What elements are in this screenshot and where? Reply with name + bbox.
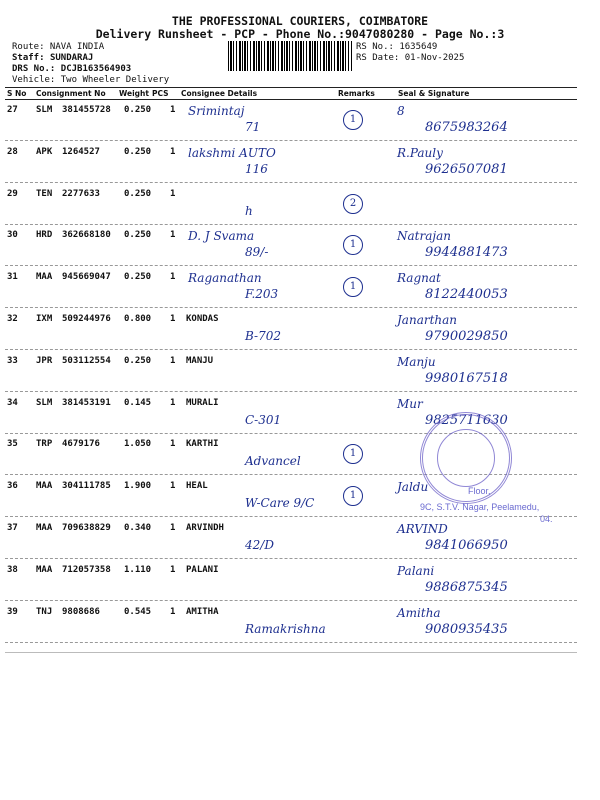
weight-cell: 0.340: [124, 523, 152, 533]
handwritten-phone: 9790029850: [425, 329, 508, 344]
weight-cell: 0.250: [124, 188, 152, 199]
table-row: [5, 267, 577, 308]
handwritten-phone: 9944881473: [425, 245, 508, 261]
sno-cell: 29: [7, 188, 18, 199]
drs-info: [12, 64, 131, 74]
handwritten-signature: Jaldu: [397, 480, 429, 495]
col-pcs: PCS: [152, 89, 169, 98]
pcs-cell: 1: [170, 564, 176, 575]
consignment-code: TNJ: [36, 606, 53, 617]
table-row: [5, 560, 577, 601]
consignment-code: APK: [36, 146, 53, 157]
pcs-cell: 1: [170, 523, 176, 533]
staff-value: SUNDARAJ: [49, 53, 94, 63]
remark-circle: 1: [343, 110, 363, 130]
table-row: [5, 225, 577, 266]
consignee-printed-name: KONDAS: [186, 314, 219, 324]
consignment-number: 1264527: [62, 146, 100, 157]
pcs-cell: 1: [170, 439, 176, 450]
col-weight: Weight: [119, 89, 149, 98]
pcs-cell: 1: [170, 105, 176, 115]
consignment-number: 362668180: [62, 230, 111, 241]
sno-cell: 35: [7, 439, 18, 450]
weight-cell: 0.250: [124, 230, 152, 241]
handwritten-address: 42/D: [245, 538, 274, 552]
consignee-printed-name: KARTHI: [186, 439, 219, 450]
consignee-printed-name: MURALI: [186, 397, 219, 408]
pcs-cell: 1: [170, 397, 176, 408]
sno-cell: 36: [7, 481, 18, 492]
runsheet-subtitle: Delivery Runsheet - PCP - Phone No.:9047080280 - Page No.:3: [95, 27, 505, 41]
remark-circle: 1: [343, 277, 363, 297]
handwritten-phone: 9886875345: [425, 579, 508, 595]
consignment-code: HRD: [36, 230, 53, 241]
col-consignee: Consignee Details: [181, 89, 258, 98]
handwritten-address: F.203: [245, 287, 279, 302]
handwritten-signature: Natrajan: [397, 229, 451, 244]
header-rule-top: [5, 87, 577, 88]
sno-cell: 32: [7, 314, 18, 324]
consignment-number: 709638829: [62, 523, 111, 533]
handwritten-signature: Manju: [397, 354, 436, 369]
handwritten-consignee: Raganathan: [188, 271, 262, 286]
rs-date: RS Date: 01-Nov-2025: [356, 53, 465, 63]
weight-cell: 1.900: [124, 481, 152, 492]
consignment-number: 304111785: [62, 481, 111, 492]
drs-label: DRS No.:: [12, 64, 56, 74]
pcs-cell: 1: [170, 314, 176, 324]
handwritten-address: Advancel: [245, 454, 301, 469]
col-consignment: Consignment No: [36, 89, 106, 98]
weight-cell: 0.250: [124, 355, 152, 366]
handwritten-signature: Amitha: [397, 605, 441, 620]
handwritten-address: Ramakrishna: [245, 621, 326, 636]
consignment-number: 503112554: [62, 355, 111, 366]
handwritten-phone: 8675983264: [425, 120, 508, 135]
consignment-number: 9808686: [62, 606, 100, 617]
consignment-code: SLM: [36, 397, 53, 408]
col-seal-signature: Seal & Signature: [398, 89, 470, 98]
pcs-cell: 1: [170, 188, 176, 199]
consignment-number: 4679176: [62, 439, 100, 450]
table-row: [5, 518, 577, 559]
remark-circle: 1: [343, 235, 363, 255]
consignee-printed-name: PALANI: [186, 564, 219, 575]
consignment-number: 381453191: [62, 397, 111, 408]
weight-cell: 0.145: [124, 397, 152, 408]
handwritten-address: C-301: [245, 412, 282, 427]
consignment-code: JPR: [36, 355, 53, 366]
handwritten-signature: Janarthan: [397, 313, 458, 327]
consignment-number: 945669047: [62, 272, 111, 283]
sno-cell: 38: [7, 564, 18, 575]
vehicle-label: Vehicle: Two Wheeler Delivery: [12, 75, 170, 85]
col-sno: S No: [7, 89, 27, 98]
consignee-printed-name: ARVINDH: [186, 523, 224, 533]
consignment-number: 712057358: [62, 564, 111, 575]
sno-cell: 39: [7, 606, 18, 617]
weight-cell: 1.110: [124, 564, 152, 575]
handwritten-address: h: [245, 203, 253, 218]
handwritten-consignee: lakshmi AUTO: [188, 145, 276, 160]
handwritten-signature: ARVIND: [397, 522, 448, 536]
barcode: [228, 41, 352, 71]
sno-cell: 30: [7, 230, 18, 241]
remark-circle: 1: [343, 486, 363, 506]
handwritten-address: B-702: [245, 329, 281, 343]
remark-circle: 1: [343, 444, 363, 464]
pcs-cell: 1: [170, 355, 176, 366]
weight-cell: 0.250: [124, 146, 152, 157]
table-row: [5, 602, 577, 643]
stamp-address-line1: Floor,: [468, 486, 491, 496]
sno-cell: 34: [7, 397, 18, 408]
handwritten-phone: 9980167518: [425, 370, 508, 386]
consignee-printed-name: MANJU: [186, 355, 214, 366]
pcs-cell: 1: [170, 606, 176, 617]
handwritten-signature: Ragnat: [397, 271, 441, 286]
handwritten-address: 89/-: [245, 245, 269, 260]
consignment-code: MAA: [36, 481, 53, 492]
sno-cell: 37: [7, 523, 18, 533]
remark-circle: 2: [343, 194, 363, 214]
weight-cell: 0.250: [124, 272, 152, 283]
drs-value: DCJB163564903: [60, 64, 132, 74]
rs-number: RS No.: 1635649: [356, 42, 438, 52]
pcs-cell: 1: [170, 481, 176, 492]
route-label: Route: NAVA INDIA: [12, 42, 105, 52]
consignment-code: MAA: [36, 564, 53, 575]
weight-cell: 0.800: [124, 314, 152, 324]
pcs-cell: 1: [170, 146, 176, 157]
consignment-number: 509244976: [62, 314, 111, 324]
handwritten-signature: R.Pauly: [397, 145, 443, 160]
handwritten-phone: 9825711630: [425, 412, 508, 428]
consignment-code: TEN: [36, 188, 53, 199]
handwritten-consignee: Srimintaj: [188, 104, 245, 118]
handwritten-phone: 8122440053: [425, 287, 508, 303]
consignment-number: 381455728: [62, 105, 111, 115]
handwritten-consignee: D. J Svama: [188, 229, 255, 244]
consignment-number: 2277633: [62, 188, 100, 199]
handwritten-address: W-Care 9/C: [245, 496, 315, 511]
sno-cell: 33: [7, 355, 18, 366]
pcs-cell: 1: [170, 230, 176, 241]
handwritten-address: 71: [245, 120, 261, 134]
sno-cell: 28: [7, 146, 18, 157]
table-row: [5, 309, 577, 350]
consignee-printed-name: AMITHA: [186, 606, 219, 617]
table-row: [5, 100, 577, 141]
handwritten-signature: Palani: [397, 563, 435, 578]
weight-cell: 0.250: [124, 105, 152, 115]
handwritten-address: 116: [245, 161, 268, 176]
weight-cell: 0.545: [124, 606, 152, 617]
consignment-code: SLM: [36, 105, 53, 115]
stamp-address-line3: 04.: [540, 514, 553, 524]
table-row: [5, 184, 577, 225]
stamp-address-line2: 9C, S.T.V. Nagar, Peelamedu,: [420, 502, 540, 512]
consignment-code: TRP: [36, 439, 53, 450]
staff-label: Staff:: [12, 53, 45, 63]
col-remarks: Remarks: [338, 89, 375, 98]
table-row: [5, 351, 577, 392]
handwritten-phone: 9626507081: [425, 161, 508, 177]
pcs-cell: 1: [170, 272, 176, 283]
company-seal-stamp: [420, 412, 512, 504]
consignment-code: MAA: [36, 272, 53, 283]
weight-cell: 1.050: [124, 439, 152, 450]
company-title: THE PROFESSIONAL COURIERS, COIMBATORE: [171, 14, 429, 28]
consignee-printed-name: HEAL: [186, 481, 208, 492]
handwritten-signature: Mur: [397, 396, 423, 411]
footer-rule: [5, 652, 577, 653]
consignment-code: IXM: [36, 314, 53, 324]
staff-info: [12, 53, 93, 63]
sno-cell: 27: [7, 105, 18, 115]
handwritten-phone: 9080935435: [425, 621, 508, 637]
handwritten-signature: 8: [397, 104, 405, 118]
table-row: [5, 142, 577, 183]
handwritten-phone: 9841066950: [425, 538, 508, 553]
sno-cell: 31: [7, 272, 18, 283]
consignment-code: MAA: [36, 523, 53, 533]
